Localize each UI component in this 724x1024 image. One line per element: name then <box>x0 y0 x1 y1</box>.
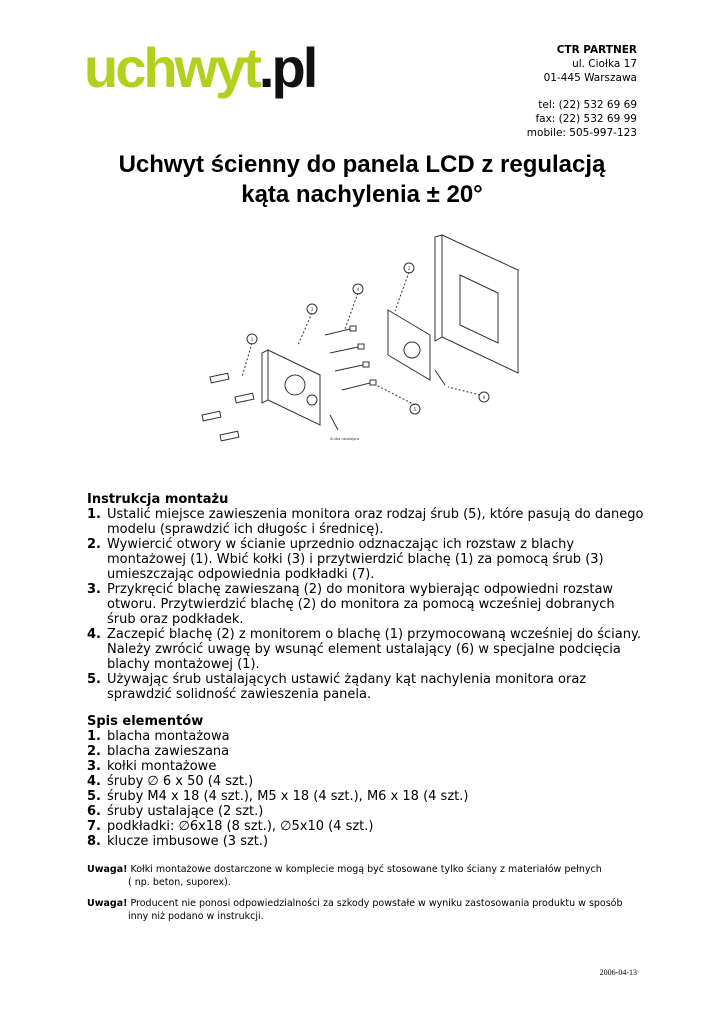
assembly-drawing <box>180 225 520 465</box>
retaining-screw-label: Śruba ustalająca <box>330 437 360 441</box>
logo <box>84 36 316 99</box>
part-item <box>87 819 647 834</box>
part-item <box>87 729 647 744</box>
step-text: Zaczepić blachę (2) z monitorem o blachę (1) przymocowaną wcześniej do ściany. Należy zwrócić uwagę by wsunąć element ustalający (6) w specjalne podcięcia blachy montażowej (1). <box>107 627 641 672</box>
logo-part-pl: .pl <box>258 36 316 99</box>
wall-plate <box>268 350 320 425</box>
part-item <box>87 759 647 774</box>
step-text: Ustalić miejsce zawieszenia monitora oraz rodzaj śrub (5), które pasują do danego modelu (sprawdzić ich długośc i średnicę). <box>107 507 644 537</box>
part-number: 7. <box>87 819 101 834</box>
title-line-1: Uchwyt ścienny do panela LCD z regulacją <box>118 151 606 178</box>
part-text: blacha montażowa <box>107 729 230 744</box>
instructions-list <box>87 507 647 702</box>
instruction-step <box>87 582 647 627</box>
step-text: Przykręcić blachę zawieszaną (2) do monitora wybierając odpowiedni rozstaw otworu. Przytwierdzić blachę (2) do monitora za pomocą wcześniej dobranych śrub oraz podkładek. <box>107 582 615 627</box>
callout-4: 4 <box>356 287 360 292</box>
monitor-side <box>435 235 442 341</box>
contact-block <box>527 43 637 140</box>
note-text: Producent nie ponosi odpowiedzialności za szkody powstałe w wyniku zastosowania produktu w sposób <box>130 898 623 909</box>
company-fax: fax: (22) 532 69 99 <box>535 113 637 125</box>
company-mobile: mobile: 505-997-123 <box>526 127 637 139</box>
part-text: śruby ∅ 6 x 50 (4 szt.) <box>107 774 254 789</box>
callout-2: 2 <box>407 266 411 271</box>
part-item <box>87 804 647 819</box>
company-name: CTR PARTNER <box>556 44 637 56</box>
part-item <box>87 834 647 849</box>
part-number: 8. <box>87 834 101 849</box>
part-number: 5. <box>87 789 101 804</box>
note-text-continued: ( np. beton, suporex). <box>128 877 231 888</box>
note-text: Kołki montażowe dostarczone w komplecie mogą być stosowane tylko ściany z materiałów pełnych <box>130 864 602 875</box>
step-number: 1. <box>87 507 101 522</box>
instruction-step <box>87 627 647 672</box>
part-text: blacha zawieszana <box>107 744 230 759</box>
callout-1: 1 <box>250 337 254 342</box>
part-number: 6. <box>87 804 101 819</box>
parts-heading: Spis elementów <box>87 714 204 729</box>
parts-section <box>87 714 647 849</box>
step-number: 4. <box>87 627 101 642</box>
callout-5: 5 <box>413 407 417 412</box>
monitor-screen-recess <box>460 275 498 343</box>
title-line-2: kąta nachylenia ± 20° <box>241 181 483 208</box>
instruction-step <box>87 672 647 702</box>
note-text-continued: inny niż podano w instrukcji. <box>128 911 264 922</box>
step-number: 5. <box>87 672 101 687</box>
part-number: 4. <box>87 774 101 789</box>
instruction-step <box>87 537 647 582</box>
company-street: ul. Ciołka 17 <box>572 58 637 70</box>
part-number: 1. <box>87 729 101 744</box>
part-text: śruby ustalające (2 szt.) <box>107 804 264 819</box>
instructions-heading: Instrukcja montażu <box>87 492 229 507</box>
part-item <box>87 774 647 789</box>
monitor-front <box>442 235 518 373</box>
footer-date: 2006-04-13 <box>599 968 637 977</box>
part-text: klucze imbusowe (3 szt.) <box>107 834 269 849</box>
note-label: Uwaga! <box>87 898 128 909</box>
instructions-section <box>87 492 647 702</box>
note-label: Uwaga! <box>87 864 128 875</box>
part-text: śruby M4 x 18 (4 szt.), M5 x 18 (4 szt.), M6 x 18 (4 szt.) <box>107 789 469 804</box>
callout-3: 3 <box>310 307 314 312</box>
step-text: Używając śrub ustalających ustawić żądany kąt nachylenia monitora oraz sprawdzić solidność zawieszenia panela. <box>107 672 587 702</box>
part-text: kołki montażowe <box>107 759 217 774</box>
callout-6: 6 <box>482 395 486 400</box>
step-number: 3. <box>87 582 101 597</box>
parts-list <box>87 729 647 849</box>
part-number: 3. <box>87 759 101 774</box>
step-number: 2. <box>87 537 101 552</box>
part-item <box>87 744 647 759</box>
logo-part-uchwyt: uchwyt <box>84 36 259 99</box>
note-2 <box>87 897 647 923</box>
note-1 <box>87 863 647 889</box>
part-number: 2. <box>87 744 101 759</box>
part-item <box>87 789 647 804</box>
hanging-plate <box>388 310 430 380</box>
company-tel: tel: (22) 532 69 69 <box>538 99 637 111</box>
company-city: 01-445 Warszawa <box>543 72 637 84</box>
part-text: podkładki: ∅6x18 (8 szt.), ∅5x10 (4 szt.) <box>107 819 374 834</box>
step-text: Wywiercić otwory w ścianie uprzednio odznaczając ich rozstaw z blachy montażowej (1). Wbić kołki (3) i przytwierdzić blachę (1) za pomocą śrub (3) umieszczając odpowiednia podkładki (7). <box>107 537 604 582</box>
instruction-step <box>87 507 647 537</box>
page-title <box>40 150 684 210</box>
